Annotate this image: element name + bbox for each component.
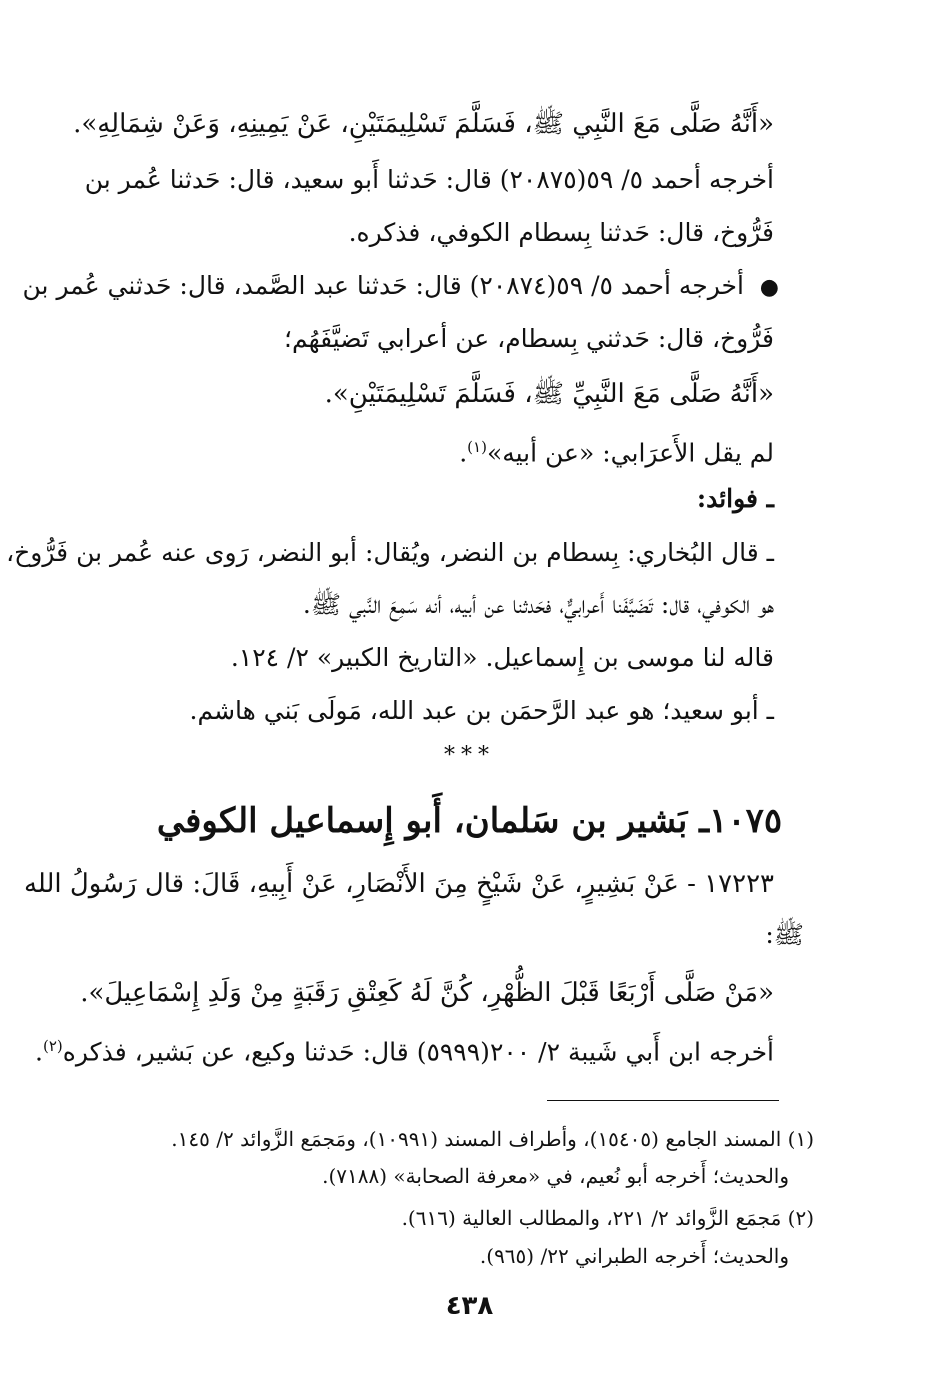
text-line [84, 162, 774, 198]
footnote-text: (٢) مَجمَع الزَّوائد ٢/ ٢٢١، والمطالب العالية (٦١٦). [401, 1206, 814, 1230]
text-line [95, 429, 774, 471]
text-line [95, 917, 804, 953]
footnote-ref: (١) [467, 438, 487, 456]
takhrij-text: أخرجه ابن أَبي شَيبة ٢/ ٢٠٠(٥٩٩٩) قال: حَدثنا وكيع، عن بَشير، فذكره [62, 1037, 774, 1067]
footnote-text: (١) المسند الجامع (١٥٤٠٥)، وأطراف المسند (١٠٩٩١)، ومَجمَع الزَّوائد ٢/ ١٤٥. [171, 1127, 814, 1151]
footnote-divider [547, 1100, 779, 1101]
fawaid-label: ـ فوائد: [696, 484, 774, 513]
takhrij-text: فَرُّوخ، قال: حَدثنا بِسطام الكوفي، فذكره. [348, 218, 774, 247]
section-heading: ١٠٧٥ـ بَشير بن سَلمان، أَبو إِسماعيل الكوفي [156, 801, 783, 841]
footnote-text: والحديث؛ أَخرجه أبو نُعيم، في «معرفة الصحابة» (٧١٨٨). [322, 1164, 789, 1188]
text-line [95, 693, 774, 729]
hadith-isnad: ١٧٢٢٣ - عَنْ بَشِيرٍ، عَنْ شَيْخٍ مِنَ الأَنْصَارِ، عَنْ أَبِيهِ، قَالَ: قال رَسُولُ الله [23, 869, 774, 899]
text-line [95, 215, 774, 251]
text-line [35, 1028, 774, 1070]
punct: . [35, 1037, 43, 1067]
text-line [95, 587, 774, 623]
page-number: ٤٣٨ [445, 1291, 494, 1321]
hadith-text: «أَنَّهُ صَلَّى مَعَ النَّبِي ﷺ، فَسَلَّمَ تَسْلِيمَتَيْنِ، عَنْ يَمِينِهِ، وَعَنْ شِمَالِهِ». [73, 109, 774, 139]
footnote [95, 1203, 814, 1233]
takhrij-text: أخرجه أحمد ٥/ ٥٩(٢٠٨٧٥) قال: حَدثنا أَبو سعيد، قال: حَدثنا عُمر بن [84, 165, 774, 194]
bullet-icon: ● [759, 275, 779, 300]
takhrij-text: فَرُّوخ، قال: حَدثني بِسطام، عن أعرابي تَضيَّفَهُم؛ [284, 324, 774, 353]
hadith-text: «مَنْ صَلَّى أَرْبَعًا قَبْلَ الظُّهْرِ، كُنَّ لَهُ كَعِتْقِ رَقَبَةٍ مِنْ وَلَدِ إِسْمَاعِيلَ». [80, 978, 774, 1008]
note-text: لم يقل الأَعرَابي: «عن أبيه» [486, 438, 774, 468]
text-line [73, 106, 774, 142]
text-line [80, 975, 774, 1011]
commentary-text: هو الكوفي، قال: تَضَيَّفَنا أَعرابيٌّ، فحَدثنا عن أبيه، أنه سَمِعَ النَّبي ﷺ. [302, 590, 774, 619]
text-line [95, 640, 774, 676]
footnote-text: والحديث؛ أَخرجه الطبراني ٢٢/ (٩٦٥). [479, 1244, 789, 1268]
commentary-text: قاله لنا موسى بن إِسماعيل. «التاريخ الكبير» ٢/ ١٢٤. [230, 643, 774, 672]
commentary-text: ـ قال البُخاري: بِسطام بن النضر، ويُقال: أبو النضر، رَوى عنه عُمر بن فَرُّوخ، [6, 538, 774, 567]
footnote-ref: (٢) [43, 1037, 63, 1055]
footnote [95, 1241, 789, 1271]
hadith-text: «أَنَّهُ صَلَّى مَعَ النَّبِيِّ ﷺ، فَسَلَّمَ تَسْلِيمَتَيْنِ». [324, 379, 774, 409]
takhrij-text: أخرجه أحمد ٥/ ٥٩(٢٠٨٧٤) قال: حَدثنا عبد الصَّمد، قال: حَدثني عُمر بن [22, 271, 744, 300]
text-line [23, 866, 774, 902]
footnote [95, 1161, 789, 1191]
section-separator: *** [444, 743, 495, 768]
text-line [95, 376, 774, 412]
section-label [95, 481, 774, 517]
punct: . [459, 438, 468, 468]
text-line [22, 268, 779, 306]
commentary-text: ـ أبو سعيد؛ هو عبد الرَّحمَن بن عبد الله، مَولَى بَني هاشم. [189, 696, 774, 725]
salawat-text: ﷺ: [765, 920, 804, 949]
text-line [6, 535, 774, 571]
text-line [95, 321, 774, 357]
footnote [95, 1124, 814, 1154]
